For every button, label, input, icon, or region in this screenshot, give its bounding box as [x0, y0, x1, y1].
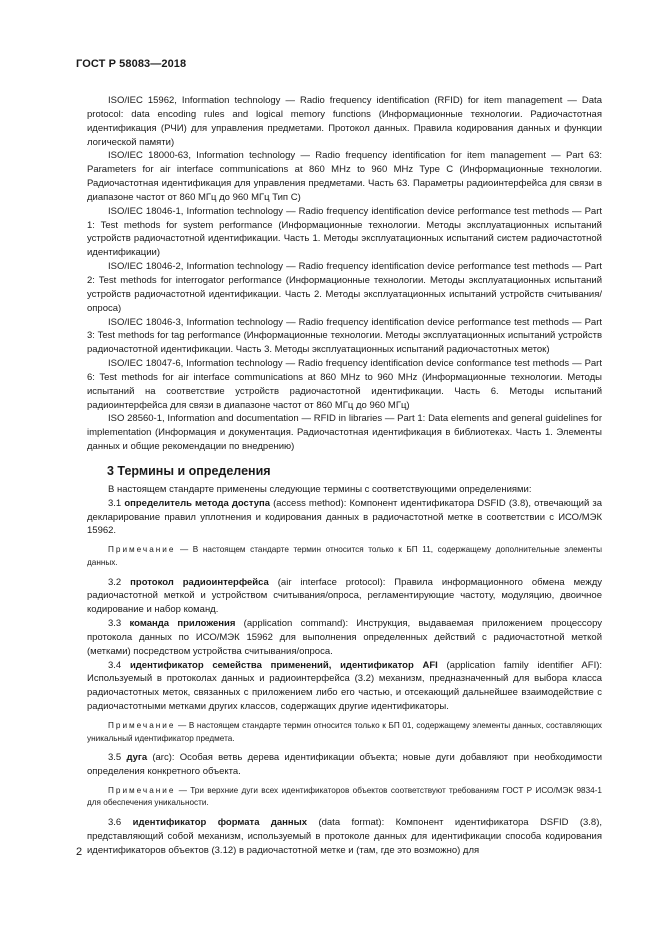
- note-3-5: [87, 785, 602, 810]
- term-3-4: [87, 659, 602, 714]
- term-3-5: [87, 751, 602, 779]
- reference-item: ISO/IEC 18046-1, Information technology — Radio frequency identification device performance test methods — Part 1: Test methods for system performance (Информационные технологии. Методы эксплуатационных испытаний устройств радиочастотной идентификации. Часть 1. Методы эксплуатационных испытаний систем радиочастотной идентификации): [87, 205, 602, 259]
- term-number: 3.5: [108, 752, 122, 764]
- term-3-3: [87, 617, 602, 659]
- page-content: [87, 94, 602, 858]
- note-label: Примечание: [108, 720, 176, 730]
- reference-item: ISO/IEC 18046-3, Information technology — Radio frequency identification device performance test methods — Part 3: Test methods for tag performance (Информационные технологии. Методы эксплуатационных испытаний устройств радиочастотной идентификации. Часть 3. Методы эксплуатационных испытаний радиочастотных меток): [87, 316, 602, 356]
- term-3-1: [87, 497, 602, 539]
- term-number: 3.2: [108, 576, 122, 588]
- term-number: 3.4: [108, 659, 122, 671]
- term-name: идентификатор формата данных: [132, 817, 308, 828]
- term-definition: (access method): Компонент идентификатора DSFID (3.8), отвечающий за декларирование правил уплотнения и кодирования данных в радиочастотной метке в соответствии с ИСО/МЭК 15962.: [87, 497, 602, 537]
- note-label: Примечание: [108, 545, 176, 555]
- term-definition: (data format): Компонент идентификатора DSFID (3.8), представляющий собой механизм, используемый в протоколе данных для идентификации способа кодирования идентификаторов объектов (3.12) в радиочастотной метке и (там, где это возможно) для: [87, 817, 602, 856]
- term-number: 3.1: [108, 497, 122, 509]
- note-text: — В настоящем стандарте термин относится только к БП 11, содержащему дополнительные элементы данных.: [87, 545, 602, 567]
- note-3-1: [87, 544, 602, 569]
- page-number: 2: [76, 846, 83, 858]
- note-text: — Три верхние дуги всех идентификаторов объектов соответствуют требованиям ГОСТ Р ИСО/МЭК 9834-1 для обеспечения уникальности.: [87, 785, 602, 808]
- term-name: определитель метода доступа: [124, 497, 271, 509]
- term-name: идентификатор семейства применений, идентификатор AFI: [129, 659, 438, 671]
- note-label: Примечание: [108, 785, 176, 795]
- term-definition: (air interface protocol): Правила информационного обмена между радиочастотной меткой и устройством считывания/опроса, регламентирующие частоту, модуляцию, двоичное кодирование и набор команд.: [87, 576, 602, 616]
- term-definition: (application command): Инструкция, выдаваемая приложением процессору протокола данных по ИСО/МЭК 15962 для выполнения определенных действий с радиочастотной меткой (метками) посредством устройства считывания/опроса.: [87, 618, 603, 657]
- section-intro: В настоящем стандарте применены следующие термины с соответствующими определениями:: [108, 483, 532, 495]
- section-title: 3 Термины и определения: [107, 463, 271, 478]
- term-definition: (arc): Особая ветвь дерева идентификации объекта; новые дуги добавляют при необходимости определения конкретного объекта.: [87, 752, 603, 777]
- term-3-6: [87, 816, 602, 858]
- note-text: — В настоящем стандарте термин относится только к БП 01, содержащему элементы данных, составляющих уникальный идентификатор предмета.: [87, 720, 602, 743]
- term-name: дуга: [126, 752, 148, 764]
- term-definition: (application family identifier AFI): Используемый в протоколах данных и радиоинтерфейса (3.2) механизм, предназначенный для выбора класса радиочастотных меток, связанных с приложением либо его частью, и отсекающий дальнейшее взаимодействие с радиочастотными метками других классов, содержащих другие идентификаторы.: [87, 659, 603, 713]
- standard-header: ГОСТ Р 58083—2018: [76, 58, 187, 70]
- reference-item: ISO/IEC 15962, Information technology — Radio frequency identification (RFID) for item management — Data protocol: data encoding rules and logical memory functions (Информационные технологии. Радиочастотная идентификация (РЧИ) для управления предметами. Протокол данных. Правила кодирования данных и функции логической памяти): [87, 95, 602, 148]
- term-name: команда приложения: [129, 618, 236, 630]
- reference-item: ISO/IEC 18047-6, Information technology — Radio frequency identification device conformance test methods — Part 6: Test methods for air interface communications at 860 MHz to 960 MHz (Информационные технологии. Методы испытаний на соответствие устройств радиочастотной идентификации. Часть 6. Методы испытаний радиоинтерфейса для связи в диапазоне частот от 860 МГц до 960 МГц): [87, 358, 602, 411]
- reference-item: ISO/IEC 18046-2, Information technology — Radio frequency identification device performance test methods — Part 2: Test methods for interrogator performance (Информационные технологии. Методы эксплуатационных испытаний устройств радиочастотной идентификации. Часть 2. Методы эксплуатационных испытаний устройств считывания/опроса): [87, 261, 602, 314]
- term-number: 3.3: [108, 618, 122, 630]
- references-list: [87, 94, 602, 454]
- term-3-2: [87, 576, 602, 618]
- reference-item: ISO 28560-1, Information and documentation — RFID in libraries — Part 1: Data elements and general guidelines for implementation (Информация и документация. Радиочастотная идентификация в библиотеках. Часть 1. Элементы данных и общие рекомендации по внедрению): [87, 413, 602, 453]
- term-number: 3.6: [108, 817, 122, 828]
- reference-item: ISO/IEC 18000-63, Information technology — Radio frequency identification for item management — Part 63: Parameters for air interface communications at 860 MHz to 960 MHz Type C (Информационные технологии. Радиочастотная идентификация для управления предметами. Часть 63. Параметры радиоинтерфейса для связи в диапазоне частот от 860 МГц до 960 МГц Тип С): [87, 150, 602, 203]
- note-3-4: [87, 720, 602, 745]
- term-name: протокол радиоинтерфейса: [130, 576, 269, 588]
